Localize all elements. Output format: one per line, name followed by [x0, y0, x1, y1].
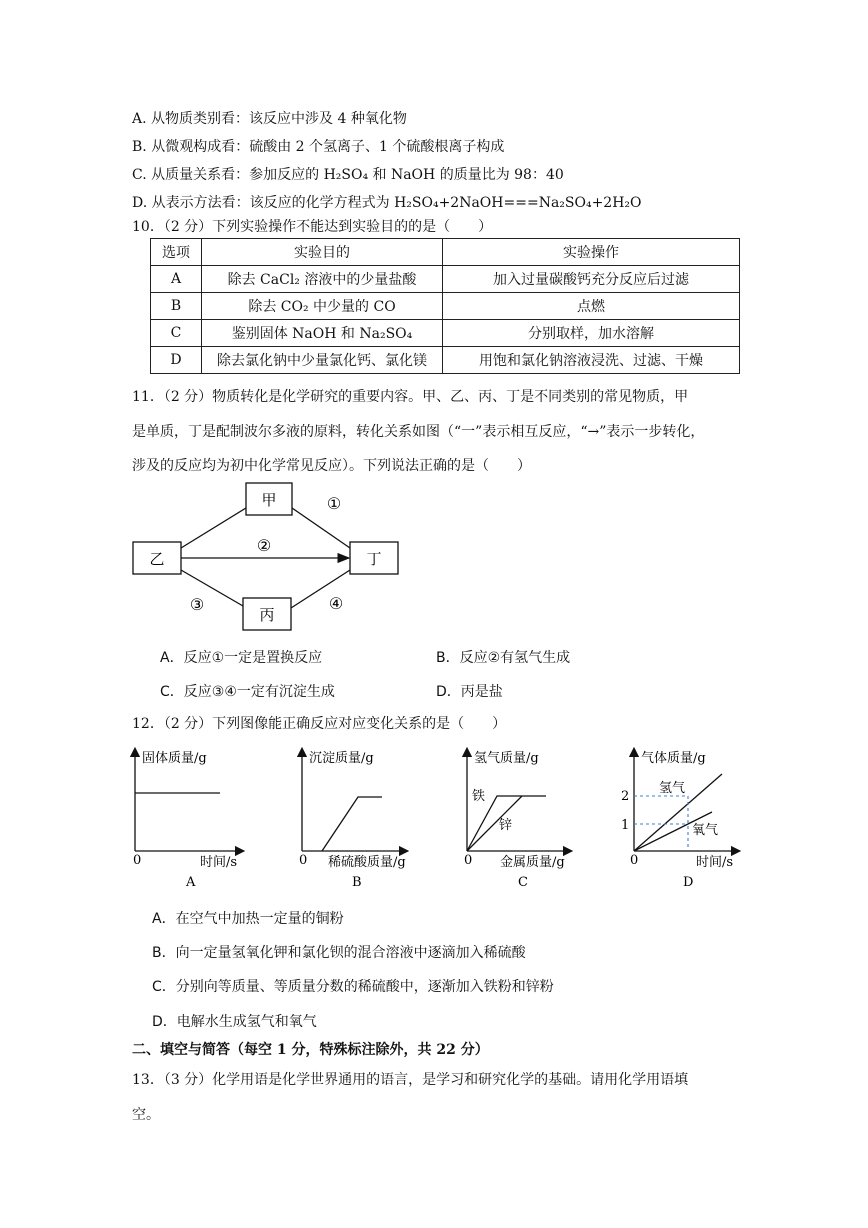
graph-d-tick-1: 1 [621, 818, 630, 833]
graph-a-origin: 0 [133, 853, 142, 868]
graph-d-xlabel: 时间/s [696, 855, 734, 870]
graph-d-origin: 0 [630, 853, 639, 868]
graph-c-iron-label: 铁 [472, 789, 486, 804]
graph-b-origin: 0 [299, 853, 308, 868]
node-ding: 丁 [366, 550, 382, 568]
graph-b-ylabel: 沉淀质量/g [309, 751, 374, 766]
table-cell: 点燃 [443, 293, 740, 320]
graph-d-letter: D [683, 875, 694, 890]
table-header-cell: 选项 [151, 239, 202, 266]
q9-option-b: B. 从微观构成看：硫酸由 2 个氢离子、1 个硫酸根离子构成 [132, 139, 505, 155]
graph-a-xlabel: 时间/s [200, 855, 238, 870]
q11-option-c: C．反应③④一定有沉淀生成 [160, 684, 335, 700]
q13-stem-line2: 空。 [132, 1107, 160, 1123]
q12-option-c: C．分别向等质量、等质量分数的稀硫酸中，逐渐加入铁粉和锌粉 [152, 979, 554, 995]
graph-d-ylabel: 气体质量/g [641, 751, 706, 766]
node-jia: 甲 [261, 491, 277, 509]
q12-option-a: A．在空气中加热一定量的铜粉 [152, 911, 344, 927]
q12-option-d: D．电解水生成氢气和氧气 [152, 1014, 317, 1030]
graph-c [464, 751, 568, 890]
graph-d-hydrogen-label: 氢气 [659, 781, 686, 796]
q9-option-a: A. 从物质类别看：该反应中涉及 4 种氧化物 [132, 111, 407, 127]
graph-c-zinc-line [467, 796, 522, 851]
graph-b [299, 750, 406, 890]
table-cell: 加入过量碳酸钙充分反应后过滤 [443, 266, 740, 293]
marker-4: ④ [328, 594, 344, 613]
graph-b-letter: B [352, 875, 362, 890]
q11-stem-line3: 涉及的反应均为初中化学常见反应）。下列说法正确的是（ ） [132, 458, 531, 474]
graph-c-origin: 0 [464, 853, 473, 868]
q11-stem-line2: 是单质，丁是配制波尔多液的原料，转化关系如图（“一”表示相互反应，“→”表示一步转化， [132, 424, 705, 440]
q13-stem-line1: 13．（3 分）化学用语是化学世界通用的语言，是学习和研究化学的基础。请用化学用语填 [132, 1072, 689, 1088]
marker-2: ② [256, 536, 272, 555]
section-2-heading: 二、填空与简答（每空 1 分，特殊标注除外，共 22 分） [132, 1042, 489, 1058]
table-cell: C [151, 320, 202, 347]
table-cell: D [151, 347, 202, 374]
q11-option-d: D．丙是盐 [436, 684, 503, 700]
graph-c-letter: C [518, 875, 528, 890]
node-yi: 乙 [149, 550, 165, 568]
graph-b-xlabel: 稀硫酸质量/g [328, 855, 406, 870]
graph-d-oxygen-label: 氧气 [692, 823, 719, 838]
marker-3: ③ [189, 595, 205, 614]
q9-option-c: C. 从质量关系看：参加反应的 H₂SO₄ 和 NaOH 的质量比为 98：40 [132, 167, 564, 183]
table-cell: 鉴别固体 NaOH 和 Na₂SO₄ [202, 320, 443, 347]
graph-c-xlabel: 金属质量/g [500, 855, 565, 870]
table-cell: 分别取样，加水溶解 [443, 320, 740, 347]
table-cell: B [151, 293, 202, 320]
node-bing: 丙 [259, 606, 275, 624]
graph-d-tick-2: 2 [621, 789, 630, 804]
table-cell: 用饱和氯化钠溶液浸洗、过滤、干燥 [443, 347, 740, 374]
q11-option-b: B．反应②有氢气生成 [436, 650, 571, 666]
q11-stem-line1: 11．（2 分）物质转化是化学研究的重要内容。甲、乙、丙、丁是不同类别的常见物质，甲 [132, 389, 689, 405]
graph-a-ylabel: 固体质量/g [142, 751, 207, 766]
table-header-cell: 实验目的 [202, 239, 443, 266]
table-cell: 除去氯化钠中少量氯化钙、氯化镁 [202, 347, 443, 374]
q10-stem: 10．（2 分）下列实验操作不能达到实验目的的是（ ） [132, 219, 493, 235]
q9-option-d: D. 从表示方法看：该反应的化学方程式为 H₂SO₄+2NaOH===Na₂SO₄+2H₂O [132, 195, 642, 211]
graph-a-letter: A [186, 875, 196, 890]
marker-1: ① [326, 494, 342, 513]
table-cell: 除去 CO₂ 中少量的 CO [202, 293, 443, 320]
graph-a [133, 750, 240, 890]
graph-c-zinc-label: 锌 [499, 818, 513, 833]
q12-stem: 12．（2 分）下列图像能正确反应对应变化关系的是（ ） [132, 716, 507, 732]
table-cell: A [151, 266, 202, 293]
table-header-cell: 实验操作 [443, 239, 740, 266]
graph-c-ylabel: 氢气质量/g [474, 751, 539, 766]
table-cell: 除去 CaCl₂ 溶液中的少量盐酸 [202, 266, 443, 293]
q12-option-b: B．向一定量氢氧化钾和氯化钡的混合溶液中逐滴加入稀硫酸 [152, 945, 526, 961]
graph-b-line [322, 797, 382, 851]
q11-option-a: A．反应①一定是置换反应 [160, 650, 323, 666]
graph-d [621, 750, 736, 890]
